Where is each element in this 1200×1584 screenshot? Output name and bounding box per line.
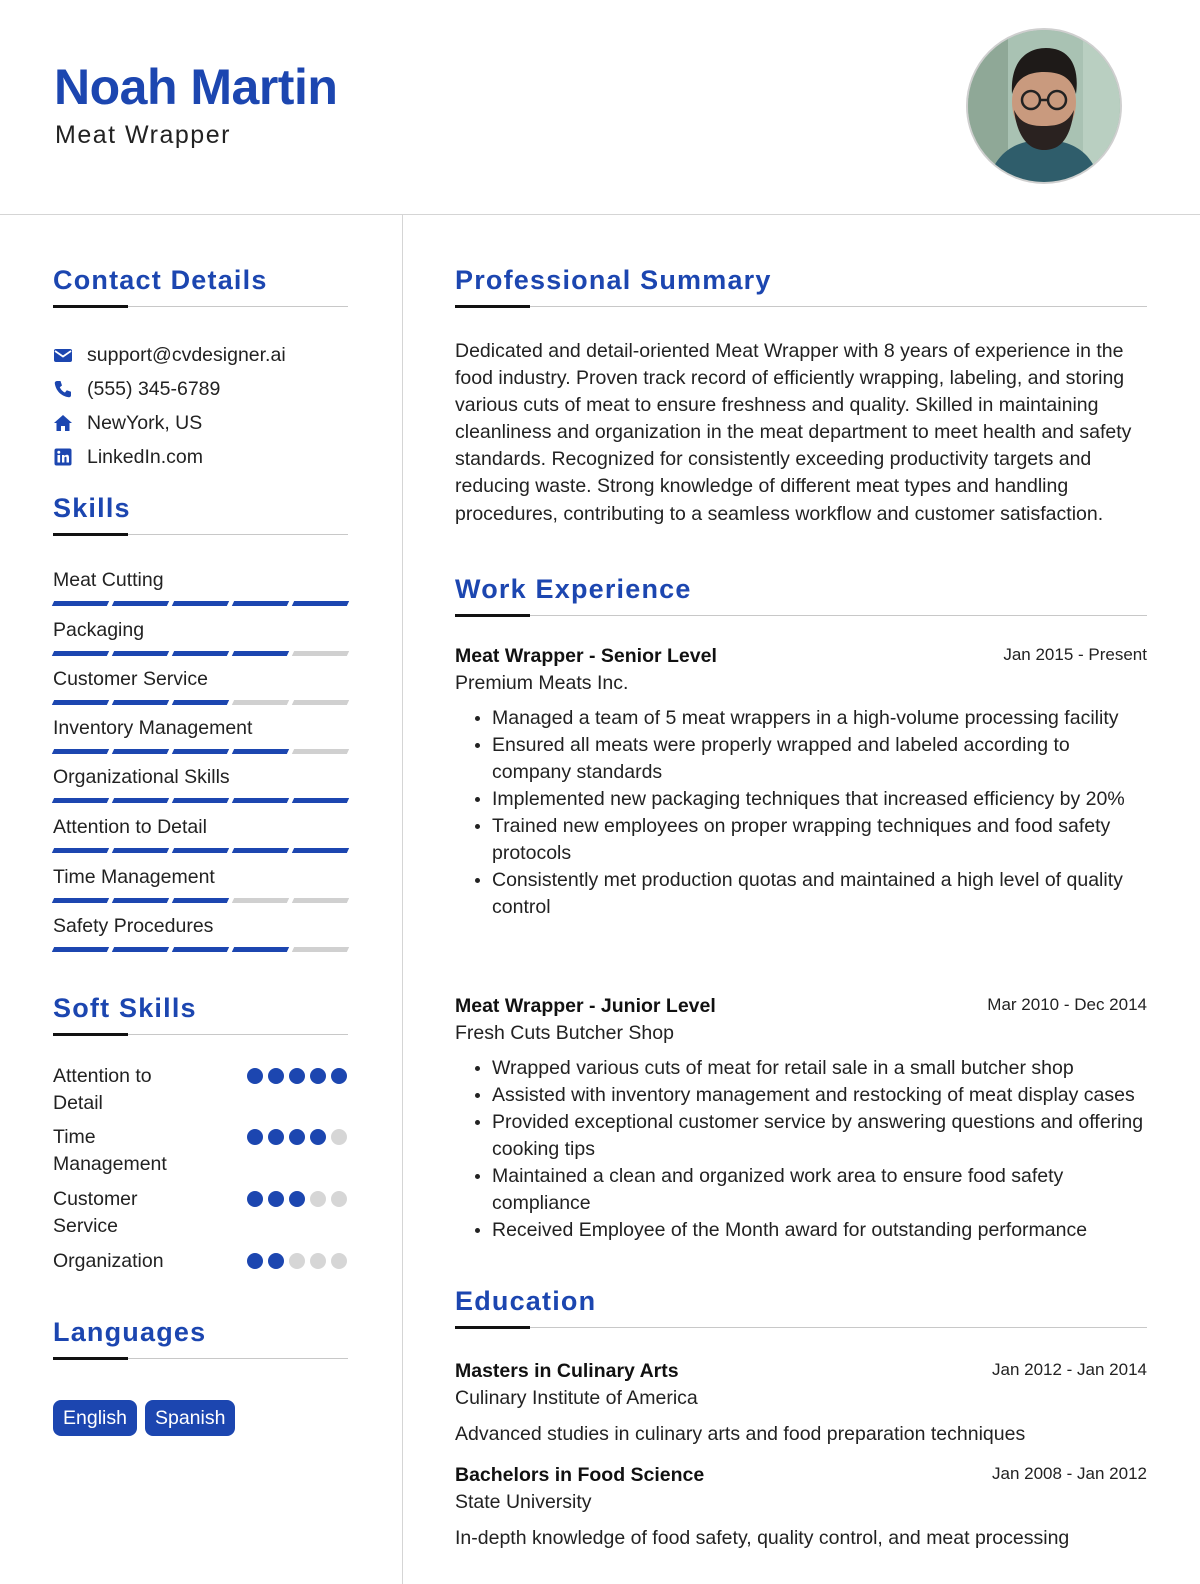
profile-photo — [966, 28, 1122, 184]
summary-rule — [455, 306, 1147, 307]
skill-item — [53, 815, 349, 853]
contact-email-text: support@cvdesigner.ai — [87, 343, 286, 366]
skill-bar-empty — [292, 947, 349, 952]
skill-bar-filled — [112, 749, 169, 754]
contact-email[interactable] — [53, 342, 286, 368]
education-description: In-depth knowledge of food safety, quality control, and meat processing — [455, 1527, 1070, 1549]
job-bullet: • Implemented new packaging techniques that increased efficiency by 20% — [492, 786, 1147, 813]
skill-item — [53, 914, 349, 952]
linkedin-icon — [53, 447, 73, 467]
envelope-icon — [53, 345, 73, 365]
language-pill: English — [53, 1400, 137, 1436]
phone-icon — [53, 379, 73, 399]
skill-label: Customer Service — [53, 668, 208, 690]
skill-label: Organizational Skills — [53, 766, 230, 788]
job-bullets — [455, 705, 1147, 921]
rating-dot-empty — [310, 1191, 326, 1207]
job-role: Meat Wrapper - Senior Level — [455, 645, 717, 667]
skill-meter — [53, 798, 349, 803]
job-entry — [455, 643, 1147, 921]
contact-heading: Contact Details — [53, 265, 268, 295]
job-date: Mar 2010 - Dec 2014 — [987, 995, 1147, 1014]
languages-list — [53, 1400, 235, 1436]
skill-bar-filled — [112, 898, 169, 903]
education-degree: Masters in Culinary Arts — [455, 1360, 679, 1382]
language-pill: Spanish — [145, 1400, 235, 1436]
soft-skills-rule — [53, 1034, 348, 1035]
skills-rule — [53, 534, 348, 535]
skill-bar-filled — [172, 898, 229, 903]
skill-label: Attention to Detail — [53, 816, 207, 838]
rating-dot-empty — [310, 1253, 326, 1269]
skill-item — [53, 716, 349, 754]
soft-skill-label: Time Management — [53, 1126, 167, 1175]
skill-bar-filled — [232, 798, 289, 803]
skill-bar-empty — [232, 700, 289, 705]
soft-skill-meter — [247, 1253, 347, 1269]
resume-header — [0, 0, 1200, 215]
education-entry — [455, 1358, 1147, 1448]
languages-heading: Languages — [53, 1317, 207, 1347]
skill-bar-empty — [232, 898, 289, 903]
skill-bar-filled — [172, 700, 229, 705]
skill-bar-filled — [292, 848, 349, 853]
rating-dot-filled — [268, 1129, 284, 1145]
contact-phone-text: (555) 345-6789 — [87, 377, 221, 400]
education-date: Jan 2012 - Jan 2014 — [991, 1360, 1147, 1379]
skill-bar-filled — [232, 848, 289, 853]
skill-label: Meat Cutting — [53, 569, 164, 591]
experience-rule — [455, 615, 1147, 616]
rating-dot-filled — [268, 1068, 284, 1084]
skills-heading: Skills — [53, 493, 131, 523]
job-bullet: • Provided exceptional customer service by answering questions and offering cooking tips — [492, 1109, 1147, 1163]
skill-label: Inventory Management — [53, 717, 253, 739]
job-bullet: • Ensured all meats were properly wrapped and labeled according to company standards — [492, 732, 1147, 786]
skill-bar-empty — [292, 898, 349, 903]
rating-dot-filled — [289, 1191, 305, 1207]
skill-label: Packaging — [53, 619, 145, 641]
rating-dot-filled — [247, 1191, 263, 1207]
skill-bar-filled — [112, 651, 169, 656]
skill-bar-filled — [112, 601, 169, 606]
skill-bar-filled — [172, 651, 229, 656]
contact-rule — [53, 306, 348, 307]
soft-skills-heading: Soft Skills — [53, 993, 197, 1023]
skill-bar-filled — [52, 700, 109, 705]
skill-label: Safety Procedures — [53, 915, 214, 937]
skill-bar-filled — [292, 798, 349, 803]
skill-meter — [53, 947, 349, 952]
soft-skill-label: Organization — [53, 1250, 164, 1272]
soft-skill-item — [53, 1063, 349, 1117]
education-rule — [455, 1327, 1147, 1328]
rating-dot-empty — [331, 1253, 347, 1269]
skill-meter — [53, 601, 349, 606]
skill-bar-empty — [292, 651, 349, 656]
skill-bar-filled — [52, 898, 109, 903]
skill-bar-empty — [292, 749, 349, 754]
rating-dot-empty — [331, 1191, 347, 1207]
skill-bar-filled — [172, 798, 229, 803]
person-portrait-icon — [968, 30, 1120, 182]
skill-bar-filled — [52, 601, 109, 606]
skill-meter — [53, 749, 349, 754]
rating-dot-empty — [289, 1253, 305, 1269]
job-entry — [455, 993, 1147, 1244]
job-role: Meat Wrapper - Junior Level — [455, 995, 716, 1017]
rating-dot-filled — [247, 1129, 263, 1145]
skill-bar-filled — [52, 947, 109, 952]
education-school: State University — [455, 1491, 592, 1513]
education-description: Advanced studies in culinary arts and food preparation techniques — [455, 1423, 1026, 1445]
soft-skill-label: Customer Service — [53, 1188, 138, 1237]
summary-text: Dedicated and detail-oriented Meat Wrapper with 8 years of experience in the food industry. Proven track record of efficiently wrapping, labeling, and storing various cuts of meat to ensure freshness and quality. Skilled in maintaining cleanliness and organization in the meat department to meet health and safety standards. Recognized for consistently exceeding productivity targets and reducing waste. Strong knowledge of different meat types and handling procedures, contributing to a seamless workflow and customer satisfaction. — [455, 340, 1132, 525]
education-date: Jan 2008 - Jan 2012 — [991, 1464, 1147, 1483]
home-icon — [53, 413, 73, 433]
candidate-title: Meat Wrapper — [55, 121, 231, 149]
soft-skill-item — [53, 1124, 349, 1178]
skill-bar-filled — [112, 700, 169, 705]
skill-item — [53, 865, 349, 903]
skill-bar-filled — [112, 798, 169, 803]
job-bullet: • Wrapped various cuts of meat for retail sale in a small butcher shop — [492, 1055, 1147, 1082]
skill-bar-filled — [52, 848, 109, 853]
education-heading: Education — [455, 1286, 597, 1316]
contact-linkedin-text: LinkedIn.com — [87, 445, 203, 468]
education-school: Culinary Institute of America — [455, 1387, 698, 1409]
job-date: Jan 2015 - Present — [1003, 645, 1147, 664]
skill-item — [53, 618, 349, 656]
skill-meter — [53, 848, 349, 853]
skill-bar-filled — [172, 848, 229, 853]
skill-meter — [53, 898, 349, 903]
skill-bar-filled — [232, 601, 289, 606]
job-bullet: • Maintained a clean and organized work area to ensure food safety compliance — [492, 1163, 1147, 1217]
skill-bar-filled — [232, 947, 289, 952]
rating-dot-filled — [289, 1068, 305, 1084]
soft-skill-label: Attention to Detail — [53, 1065, 152, 1114]
skill-item — [53, 568, 349, 606]
skill-bar-filled — [232, 749, 289, 754]
job-bullets — [455, 1055, 1147, 1244]
education-degree: Bachelors in Food Science — [455, 1464, 705, 1486]
contact-location-text: NewYork, US — [87, 411, 203, 434]
job-bullet: • Assisted with inventory management and restocking of meat display cases — [492, 1082, 1147, 1109]
rating-dot-filled — [310, 1068, 326, 1084]
rating-dot-empty — [331, 1129, 347, 1145]
rating-dot-filled — [289, 1129, 305, 1145]
skill-bar-filled — [52, 798, 109, 803]
rating-dot-filled — [247, 1068, 263, 1084]
skill-bar-filled — [52, 651, 109, 656]
skill-bar-filled — [172, 947, 229, 952]
skill-bar-filled — [172, 601, 229, 606]
skill-bar-filled — [232, 651, 289, 656]
job-company: Fresh Cuts Butcher Shop — [455, 1022, 674, 1044]
skill-bar-empty — [292, 700, 349, 705]
job-bullet: • Received Employee of the Month award for outstanding performance — [492, 1217, 1147, 1244]
soft-skill-meter — [247, 1129, 347, 1145]
rating-dot-filled — [247, 1253, 263, 1269]
skill-meter — [53, 651, 349, 656]
rating-dot-filled — [331, 1068, 347, 1084]
candidate-name: Noah Martin — [54, 59, 338, 115]
job-company: Premium Meats Inc. — [455, 672, 629, 694]
job-bullet: • Managed a team of 5 meat wrappers in a high-volume processing facility — [492, 705, 1147, 732]
soft-skill-meter — [247, 1191, 347, 1207]
rating-dot-filled — [268, 1253, 284, 1269]
skill-bar-filled — [52, 749, 109, 754]
job-bullet: • Trained new employees on proper wrapping techniques and food safety protocols — [492, 813, 1147, 867]
skill-item — [53, 765, 349, 803]
skill-bar-filled — [112, 848, 169, 853]
contact-location — [53, 410, 202, 436]
job-bullet: • Consistently met production quotas and maintained a high level of quality control — [492, 867, 1147, 921]
skill-bar-filled — [112, 947, 169, 952]
rating-dot-filled — [268, 1191, 284, 1207]
skill-bar-filled — [292, 601, 349, 606]
skill-bar-filled — [172, 749, 229, 754]
summary-heading: Professional Summary — [455, 265, 772, 295]
skill-item — [53, 667, 349, 705]
soft-skill-item — [53, 1248, 349, 1275]
column-divider — [402, 214, 403, 1584]
soft-skill-item — [53, 1186, 349, 1240]
contact-phone[interactable] — [53, 376, 220, 402]
skill-label: Time Management — [53, 866, 215, 888]
experience-heading: Work Experience — [455, 574, 692, 604]
languages-rule — [53, 1358, 348, 1359]
rating-dot-filled — [310, 1129, 326, 1145]
skill-meter — [53, 700, 349, 705]
education-entry — [455, 1462, 1147, 1552]
soft-skill-meter — [247, 1068, 347, 1084]
contact-linkedin[interactable] — [53, 444, 203, 470]
